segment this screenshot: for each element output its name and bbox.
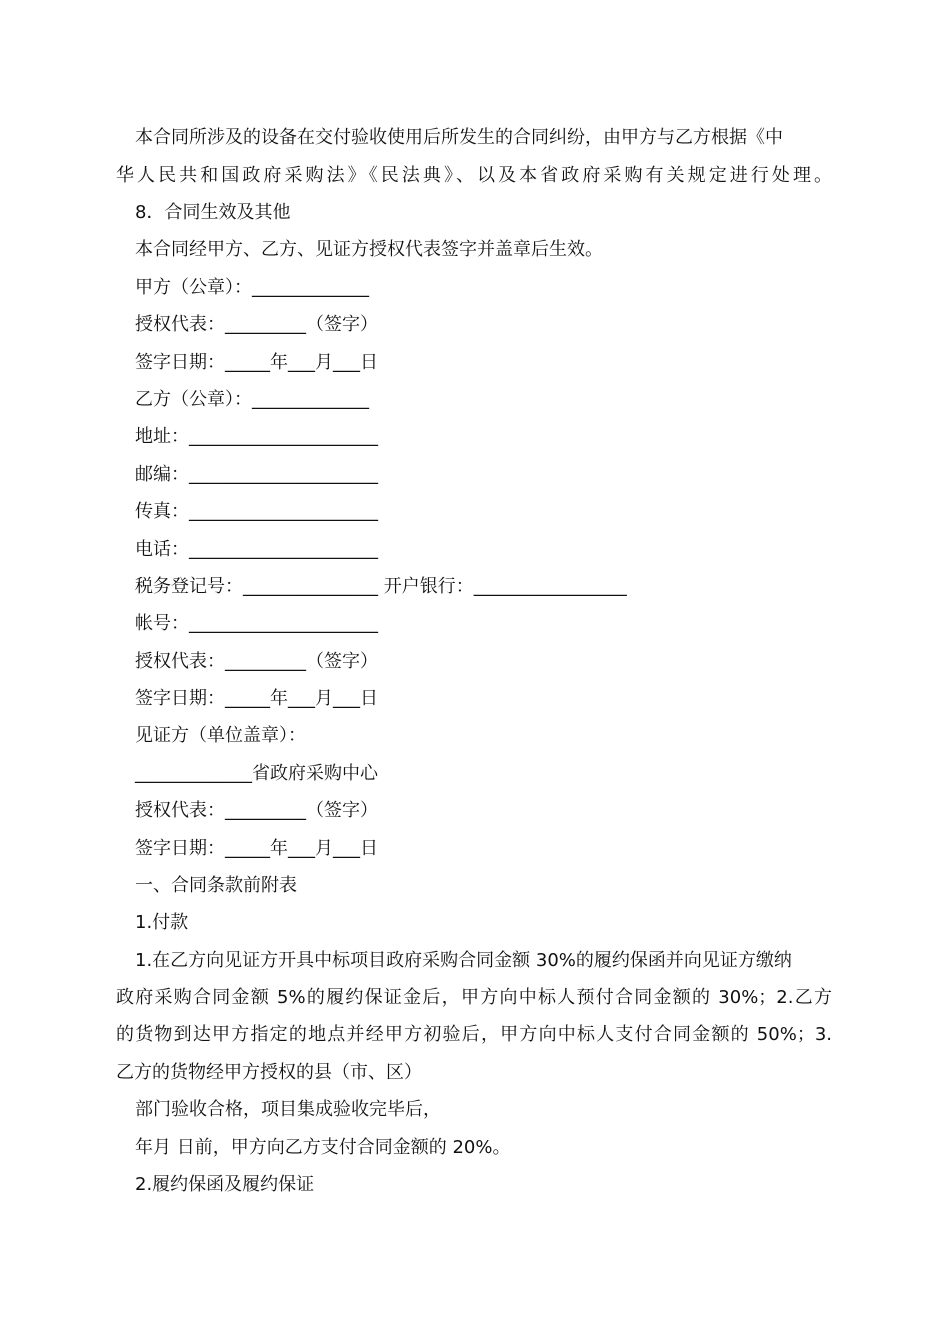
party-b-tax-bank-field: 税务登记号：_______________ 开户银行：_________________ bbox=[135, 576, 627, 597]
witness-center-field: _____________省政府采购中心 bbox=[135, 763, 378, 784]
payment-paragraph-line-2: 政府采购合同金额 5%的履约保证金后，甲方向中标人预付合同金额的 30%；2.乙方 bbox=[116, 987, 832, 1008]
payment-acceptance-line: 部门验收合格，项目集成验收完毕后， bbox=[135, 1099, 441, 1120]
payment-final-line: 年月 日前，甲方向乙方支付合同金额的 20%。 bbox=[135, 1137, 511, 1158]
party-b-phone-field: 电话：_____________________ bbox=[135, 539, 378, 560]
party-b-postcode-field: 邮编：_____________________ bbox=[135, 464, 378, 485]
party-b-fax-field: 传真：_____________________ bbox=[135, 501, 378, 522]
party-b-address-field: 地址：_____________________ bbox=[135, 426, 378, 447]
subsection-heading-guarantee: 2.履约保函及履约保证 bbox=[135, 1174, 315, 1195]
section-heading-appendix: 一、合同条款前附表 bbox=[135, 875, 297, 896]
witness-seal-field: 见证方（单位盖章）： bbox=[135, 725, 306, 746]
witness-representative-field: 授权代表：_________（签字） bbox=[135, 800, 378, 821]
party-b-seal-field: 乙方（公章）：_____________ bbox=[135, 389, 369, 410]
payment-paragraph-line-4: 乙方的货物经甲方授权的县（市、区） bbox=[116, 1062, 422, 1083]
party-a-seal-field: 甲方（公章）：_____________ bbox=[135, 277, 369, 298]
party-a-sign-date-field: 签字日期：_____年___月___日 bbox=[135, 352, 378, 373]
party-a-representative-field: 授权代表：_________（签字） bbox=[135, 314, 378, 335]
payment-paragraph-line-1: 1.在乙方向见证方开具中标项目政府采购合同金额 30%的履约保函并向见证方缴纳 bbox=[135, 950, 792, 971]
payment-paragraph-line-3: 的货物到达甲方指定的地点并经甲方初验后，甲方向中标人支付合同金额的 50%；3. bbox=[116, 1024, 832, 1045]
subsection-heading-payment: 1.付款 bbox=[135, 912, 189, 933]
party-b-account-field: 帐号：_____________________ bbox=[135, 613, 378, 634]
paragraph-dispute-line-2: 华人民共和国政府采购法》《民法典》、以及本省政府采购有关规定进行处理。 bbox=[116, 165, 832, 186]
witness-sign-date-field: 签字日期：_____年___月___日 bbox=[135, 838, 378, 859]
paragraph-effect: 本合同经甲方、乙方、见证方授权代表签字并盖章后生效。 bbox=[135, 239, 603, 260]
section-heading-effect: 8．合同生效及其他 bbox=[135, 202, 291, 223]
party-b-sign-date-field: 签字日期：_____年___月___日 bbox=[135, 688, 378, 709]
party-b-representative-field: 授权代表：_________（签字） bbox=[135, 651, 378, 672]
paragraph-dispute-line-1: 本合同所涉及的设备在交付验收使用后所发生的合同纠纷，由甲方与乙方根据《中 bbox=[135, 127, 783, 148]
